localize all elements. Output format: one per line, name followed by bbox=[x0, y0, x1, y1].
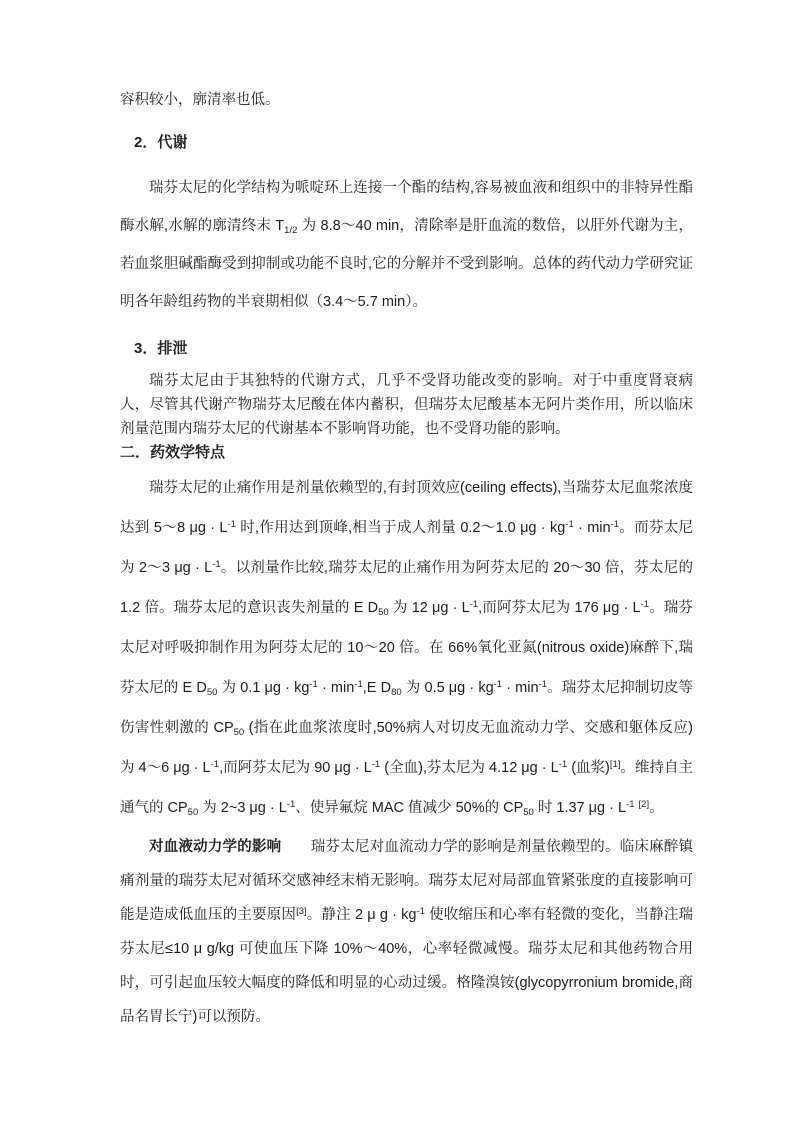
text-run: 、使异氟烷 MAC 值减少 50%的 CP bbox=[295, 800, 524, 816]
text-run-superscript: -1 bbox=[610, 518, 620, 530]
text-run-superscript: -1 bbox=[469, 598, 479, 610]
heading-2-metabolism bbox=[120, 133, 693, 153]
paragraph-hemodynamic-effects bbox=[120, 830, 693, 1034]
heading-3-excretion bbox=[120, 339, 693, 359]
text-run: ,E D bbox=[362, 680, 392, 696]
text-run-superscript: -1 bbox=[493, 678, 503, 690]
text-run-subscript: 50 bbox=[206, 687, 218, 699]
text-run-superscript: [3] bbox=[296, 905, 307, 917]
text-run: 为 8.8～40 min，清除率是肝血流的数倍，以肝外代谢为主，若血浆胆碱酯酶受到抑制或功能不良时,它的分解并不受到影响。总体的药代动力学研究证明各年龄组药物的半衰期相似（3.4～5.7 min）。 bbox=[120, 218, 693, 310]
text-run: 瑞芬太尼对血流动力学的影响是剂量依赖型的。临床麻醉镇痛剂量的瑞芬太尼对循环交感神经末梢无影响。瑞芬太尼对局部血管紧张度的直接影响可能是造成低血压的主要原因 bbox=[120, 839, 693, 923]
text-run-superscript: -1 bbox=[210, 758, 220, 770]
text-run: · min bbox=[317, 680, 355, 696]
text-run-superscript: [1] bbox=[609, 758, 621, 770]
text-run: 为 0.1 μg · kg bbox=[217, 680, 310, 696]
text-run-superscript: -1 bbox=[286, 798, 296, 810]
text-run: 为 2~3 μg · L bbox=[198, 800, 287, 816]
text-run-superscript: -1 bbox=[558, 758, 568, 770]
text-run: 为 12 μg · L bbox=[388, 600, 470, 616]
text-run: 。瑞芬太尼抑制切皮等伤害性刺激的 CP bbox=[120, 680, 694, 736]
text-run bbox=[634, 800, 638, 816]
text-run-bold: 对血液动力学的影响 bbox=[149, 839, 282, 855]
text-run: 。维持自主通气的 CP bbox=[120, 760, 693, 816]
text-run: (血浆) bbox=[567, 760, 610, 776]
text-run: 。瑞芬太尼对呼吸抑制作用为阿芬太尼的 10～20 倍。在 66%氧化亚氮(nitrous oxide)麻醉下,瑞芬太尼的 E D bbox=[120, 600, 694, 696]
text-run: 。而芬太尼为 2～3 μg · L bbox=[120, 520, 694, 576]
text-run: 。静注 2 μ g · kg bbox=[306, 907, 417, 923]
text-run-superscript: [2] bbox=[638, 798, 650, 810]
paragraph-excretion bbox=[120, 369, 693, 441]
text-run-subscript: 50 bbox=[233, 727, 245, 739]
text-run: 3．排泄 bbox=[134, 340, 188, 357]
text-run: · min bbox=[573, 520, 611, 536]
text-run-subscript: 50 bbox=[187, 807, 199, 819]
heading-pharmacodynamic-features bbox=[120, 443, 693, 463]
text-run-subscript: 50 bbox=[378, 607, 389, 619]
text-run-superscript: -1 bbox=[538, 678, 548, 690]
text-run: 瑞芬太尼的止痛作用是剂量依赖型的,有封顶效应(ceiling effects),当瑞芬太尼血浆浓度达到 5～8 μg · L bbox=[120, 480, 693, 536]
text-run: ,而阿芬太尼为 176 μg · L bbox=[478, 600, 641, 616]
text-run: 瑞芬太尼的化学结构为哌啶环上连接一个酯的结构,容易被血液和组织中的非特异性酯酶水解,水解的廓清终末 T bbox=[120, 180, 693, 234]
paragraph-metabolism bbox=[120, 169, 693, 321]
text-run: 时,作用达到顶峰,相当于成人剂量 0.2～1.0 μg · kg bbox=[235, 520, 566, 536]
text-run: · min bbox=[502, 680, 539, 696]
text-run: 。以剂量作比较,瑞芬太尼的止痛作用为阿芬太尼的 20～30 倍，芬太尼的 1.2 倍。瑞芬太尼的意识丧失剂量的 E D bbox=[120, 560, 693, 616]
text-run-superscript: -1 bbox=[227, 518, 236, 530]
text-run: 二．药效学特点 bbox=[120, 444, 226, 461]
text-run: (指在此血浆浓度时,50%病人对切皮无血流动力学、交感和躯体反应)为 4～6 μg · L bbox=[120, 720, 694, 776]
text-run: 时 1.37 μg · L bbox=[533, 800, 627, 816]
text-run: ,而阿芬太尼为 90 μg · L bbox=[219, 760, 372, 776]
text-run-superscript: -1 bbox=[309, 678, 318, 690]
text-run-superscript: -1 bbox=[416, 905, 425, 917]
text-run-subscript: 50 bbox=[523, 807, 534, 819]
text-run: 2．代谢 bbox=[134, 134, 188, 151]
text-run-subscript: 1/2 bbox=[284, 225, 298, 237]
paragraph-analgesic-effect bbox=[120, 468, 693, 828]
text-run-subscript: 80 bbox=[391, 687, 402, 699]
text-run: 瑞芬太尼由于其独特的代谢方式，几乎不受肾功能改变的影响。对于中重度肾衰病人，尽管其代谢产物瑞芬太尼酸在体内蓄积，但瑞芬太尼酸基本无阿片类作用，所以临床剂量范围内瑞芬太尼的代谢基本不影响肾功能，也不受肾功能的影响。 bbox=[120, 373, 693, 437]
text-run-superscript: -1 bbox=[354, 678, 363, 690]
text-run-superscript: -1 bbox=[640, 598, 650, 610]
text-run: (全血),芬太尼为 4.12 μg · L bbox=[380, 760, 559, 776]
paragraph-clearance-carryover bbox=[120, 88, 693, 112]
text-run: 使收缩压和心率有轻微的变化，当静注瑞芬太尼≤10 μ g/kg 可使血压下降 10%～40%，心率轻微减慢。瑞芬太尼和其他药物合用时，可引起血压较大幅度的降低和明显的心动过缓。格隆溴铵(glycopyrronium bromide,商品名胃长宁)可以预防。 bbox=[120, 907, 693, 1025]
text-run-superscript: -1 bbox=[565, 518, 574, 530]
text-run: 容积较小，廓清率也低。 bbox=[120, 92, 280, 108]
text-run: 。 bbox=[649, 800, 664, 816]
text-run-superscript: -1 bbox=[371, 758, 381, 770]
text-run-superscript: -1 bbox=[212, 558, 221, 570]
text-run-superscript: -1 bbox=[626, 798, 635, 810]
text-run: 为 0.5 μg · kg bbox=[401, 680, 494, 696]
